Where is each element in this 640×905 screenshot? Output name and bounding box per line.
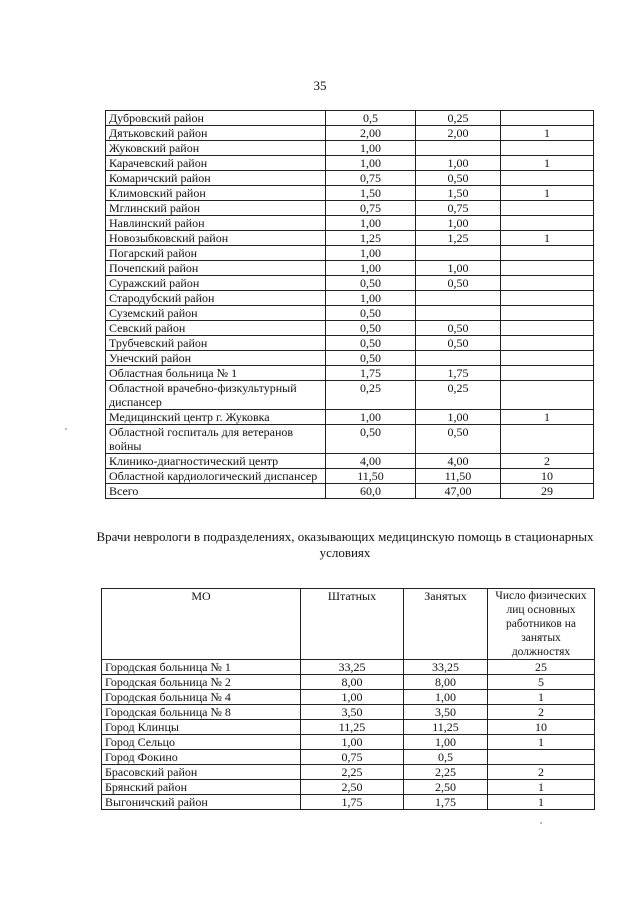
table-row xyxy=(106,425,594,454)
row-name-cell: Навлинский район xyxy=(106,216,326,231)
table-row xyxy=(106,201,594,216)
row-name-cell: Суземский район xyxy=(106,306,326,321)
row-staff-cell: 1,00 xyxy=(326,156,416,171)
row-physical-cell xyxy=(501,291,594,306)
row-physical-cell: 1 xyxy=(488,795,595,810)
row-name-cell: Город Фокино xyxy=(102,750,301,765)
row-physical-cell: 1 xyxy=(501,156,594,171)
row-occupied-cell: 1,00 xyxy=(416,410,501,425)
header-physical-persons: Число физических лиц основных работников на занятых должностях xyxy=(488,589,595,660)
row-occupied-cell: 1,25 xyxy=(416,231,501,246)
row-name-cell: Областной кардиологический диспансер xyxy=(106,469,326,484)
row-physical-cell xyxy=(501,306,594,321)
row-staff-cell: 0,50 xyxy=(326,351,416,366)
row-staff-cell: 8,00 xyxy=(301,675,404,690)
row-name-cell: Городская больница № 4 xyxy=(102,690,301,705)
row-name-cell: Жуковский район xyxy=(106,141,326,156)
row-physical-cell: 1 xyxy=(501,126,594,141)
row-physical-cell: 5 xyxy=(488,675,595,690)
row-occupied-cell: 47,00 xyxy=(416,484,501,499)
row-occupied-cell: 4,00 xyxy=(416,454,501,469)
table-row xyxy=(106,321,594,336)
row-physical-cell: 1 xyxy=(488,690,595,705)
table-row xyxy=(102,735,595,750)
row-occupied-cell: 1,00 xyxy=(416,261,501,276)
row-occupied-cell: 0,5 xyxy=(404,750,488,765)
row-physical-cell xyxy=(501,351,594,366)
row-staff-cell: 1,00 xyxy=(326,246,416,261)
row-occupied-cell: 1,00 xyxy=(404,690,488,705)
row-physical-cell: 29 xyxy=(501,484,594,499)
table-row xyxy=(106,276,594,291)
row-occupied-cell: 1,75 xyxy=(404,795,488,810)
row-staff-cell: 1,75 xyxy=(301,795,404,810)
row-name-cell: Карачевский район xyxy=(106,156,326,171)
row-name-cell: Стародубский район xyxy=(106,291,326,306)
row-occupied-cell: 2,50 xyxy=(404,780,488,795)
table-row xyxy=(106,186,594,201)
row-name-cell: Областной врачебно-физкультурный диспансер xyxy=(106,381,326,410)
row-physical-cell: 2 xyxy=(488,705,595,720)
row-name-cell: Брасовский район xyxy=(102,765,301,780)
row-staff-cell: 2,50 xyxy=(301,780,404,795)
row-staff-cell: 0,50 xyxy=(326,306,416,321)
row-name-cell: Город Сельцо xyxy=(102,735,301,750)
table-row xyxy=(106,336,594,351)
row-staff-cell: 1,00 xyxy=(326,291,416,306)
row-name-cell: Мглинский район xyxy=(106,201,326,216)
row-name-cell: Суражский район xyxy=(106,276,326,291)
row-occupied-cell: 11,25 xyxy=(404,720,488,735)
row-staff-cell: 0,50 xyxy=(326,276,416,291)
row-physical-cell xyxy=(501,171,594,186)
table-row xyxy=(106,454,594,469)
row-staff-cell: 0,50 xyxy=(326,321,416,336)
table-row xyxy=(106,469,594,484)
row-physical-cell: 2 xyxy=(488,765,595,780)
row-staff-cell: 0,25 xyxy=(326,381,416,410)
table-row xyxy=(106,111,594,126)
row-staff-cell: 1,00 xyxy=(301,735,404,750)
row-name-cell: Климовский район xyxy=(106,186,326,201)
row-staff-cell: 1,75 xyxy=(326,366,416,381)
table-row xyxy=(106,141,594,156)
row-occupied-cell: 1,75 xyxy=(416,366,501,381)
table-row xyxy=(106,261,594,276)
scan-speck xyxy=(540,822,542,824)
row-staff-cell: 11,50 xyxy=(326,469,416,484)
row-staff-cell: 0,75 xyxy=(301,750,404,765)
row-staff-cell: 1,00 xyxy=(326,261,416,276)
row-occupied-cell: 0,50 xyxy=(416,276,501,291)
table-row xyxy=(106,246,594,261)
row-name-cell: Трубчевский район xyxy=(106,336,326,351)
row-physical-cell xyxy=(501,336,594,351)
table-row xyxy=(102,675,595,690)
row-staff-cell: 2,00 xyxy=(326,126,416,141)
neurologists-table-caption: Врачи неврологи в подразделениях, оказывающих медицинскую помощь в стационарных условиях xyxy=(96,529,594,560)
row-occupied-cell: 1,00 xyxy=(416,156,501,171)
row-physical-cell xyxy=(501,216,594,231)
row-occupied-cell: 0,25 xyxy=(416,111,501,126)
table-row xyxy=(102,765,595,780)
row-physical-cell xyxy=(501,141,594,156)
row-physical-cell xyxy=(501,246,594,261)
row-staff-cell: 1,25 xyxy=(326,231,416,246)
row-name-cell: Дятьковский район xyxy=(106,126,326,141)
row-staff-cell: 1,00 xyxy=(301,690,404,705)
row-physical-cell xyxy=(501,261,594,276)
table-row xyxy=(106,126,594,141)
row-physical-cell: 1 xyxy=(501,231,594,246)
row-occupied-cell: 1,00 xyxy=(404,735,488,750)
row-occupied-cell: 1,00 xyxy=(416,216,501,231)
row-staff-cell: 3,50 xyxy=(301,705,404,720)
row-occupied-cell: 3,50 xyxy=(404,705,488,720)
table-row xyxy=(106,306,594,321)
row-name-cell: Областная больница № 1 xyxy=(106,366,326,381)
row-staff-cell: 4,00 xyxy=(326,454,416,469)
row-physical-cell xyxy=(501,201,594,216)
row-physical-cell xyxy=(501,111,594,126)
table-row xyxy=(106,291,594,306)
table-row xyxy=(106,410,594,425)
row-name-cell: Унечский район xyxy=(106,351,326,366)
row-physical-cell xyxy=(501,366,594,381)
row-physical-cell xyxy=(501,425,594,454)
district-staffing-table xyxy=(105,110,594,499)
row-staff-cell: 0,75 xyxy=(326,201,416,216)
row-staff-cell: 0,50 xyxy=(326,425,416,454)
row-staff-cell: 1,00 xyxy=(326,410,416,425)
row-occupied-cell xyxy=(416,291,501,306)
row-staff-cell: 1,50 xyxy=(326,186,416,201)
row-name-cell: Выгоничский район xyxy=(102,795,301,810)
row-name-cell: Городская больница № 2 xyxy=(102,675,301,690)
row-physical-cell: 10 xyxy=(488,720,595,735)
row-occupied-cell: 0,50 xyxy=(416,171,501,186)
row-staff-cell: 60,0 xyxy=(326,484,416,499)
row-staff-cell: 0,75 xyxy=(326,171,416,186)
table-row xyxy=(102,750,595,765)
row-occupied-cell: 0,50 xyxy=(416,321,501,336)
table-row xyxy=(106,156,594,171)
table-row xyxy=(102,660,595,675)
row-name-cell: Городская больница № 8 xyxy=(102,705,301,720)
row-name-cell: Областной госпиталь для ветеранов войны xyxy=(106,425,326,454)
row-occupied-cell: 11,50 xyxy=(416,469,501,484)
table-row xyxy=(102,690,595,705)
table-row xyxy=(106,366,594,381)
row-physical-cell: 25 xyxy=(488,660,595,675)
row-occupied-cell xyxy=(416,351,501,366)
neurologists-table xyxy=(101,588,595,810)
row-name-cell: Почепский район xyxy=(106,261,326,276)
table-row xyxy=(102,795,595,810)
header-staff: Штатных xyxy=(301,589,404,660)
row-name-cell: Севский район xyxy=(106,321,326,336)
table-row xyxy=(102,705,595,720)
row-physical-cell xyxy=(501,321,594,336)
row-physical-cell: 1 xyxy=(501,410,594,425)
row-name-cell: Медицинский центр г. Жуковка xyxy=(106,410,326,425)
row-name-cell: Дубровский район xyxy=(106,111,326,126)
row-physical-cell: 1 xyxy=(488,780,595,795)
row-physical-cell xyxy=(501,276,594,291)
row-occupied-cell: 0,25 xyxy=(416,381,501,410)
row-name-cell: Клинико-диагностический центр xyxy=(106,454,326,469)
row-physical-cell: 10 xyxy=(501,469,594,484)
header-occupied: Занятых xyxy=(404,589,488,660)
row-name-cell: Брянский район xyxy=(102,780,301,795)
row-physical-cell: 1 xyxy=(488,735,595,750)
row-occupied-cell xyxy=(416,306,501,321)
row-occupied-cell xyxy=(416,141,501,156)
scan-speck xyxy=(65,428,67,430)
row-staff-cell: 1,00 xyxy=(326,216,416,231)
row-name-cell: Всего xyxy=(106,484,326,499)
row-name-cell: Комаричский район xyxy=(106,171,326,186)
row-occupied-cell: 33,25 xyxy=(404,660,488,675)
row-occupied-cell xyxy=(416,246,501,261)
row-staff-cell: 33,25 xyxy=(301,660,404,675)
row-staff-cell: 0,50 xyxy=(326,336,416,351)
table-row xyxy=(106,484,594,499)
row-occupied-cell: 2,00 xyxy=(416,126,501,141)
row-staff-cell: 2,25 xyxy=(301,765,404,780)
table-row xyxy=(106,381,594,410)
row-name-cell: Городская больница № 1 xyxy=(102,660,301,675)
table-row xyxy=(106,351,594,366)
header-mo: МО xyxy=(102,589,301,660)
table-row xyxy=(106,171,594,186)
row-name-cell: Город Клинцы xyxy=(102,720,301,735)
row-occupied-cell: 0,50 xyxy=(416,425,501,454)
table-row xyxy=(102,720,595,735)
row-staff-cell: 0,5 xyxy=(326,111,416,126)
row-staff-cell: 1,00 xyxy=(326,141,416,156)
row-occupied-cell: 2,25 xyxy=(404,765,488,780)
table-header-row xyxy=(102,589,595,660)
row-name-cell: Погарский район xyxy=(106,246,326,261)
row-physical-cell xyxy=(501,381,594,410)
row-occupied-cell: 0,75 xyxy=(416,201,501,216)
table-row xyxy=(106,231,594,246)
row-occupied-cell: 1,50 xyxy=(416,186,501,201)
row-physical-cell: 1 xyxy=(501,186,594,201)
row-physical-cell: 2 xyxy=(501,454,594,469)
table-row xyxy=(106,216,594,231)
row-name-cell: Новозыбковский район xyxy=(106,231,326,246)
row-staff-cell: 11,25 xyxy=(301,720,404,735)
row-occupied-cell: 8,00 xyxy=(404,675,488,690)
row-occupied-cell: 0,50 xyxy=(416,336,501,351)
page-number: 35 xyxy=(313,78,327,93)
row-physical-cell xyxy=(488,750,595,765)
table-row xyxy=(102,780,595,795)
